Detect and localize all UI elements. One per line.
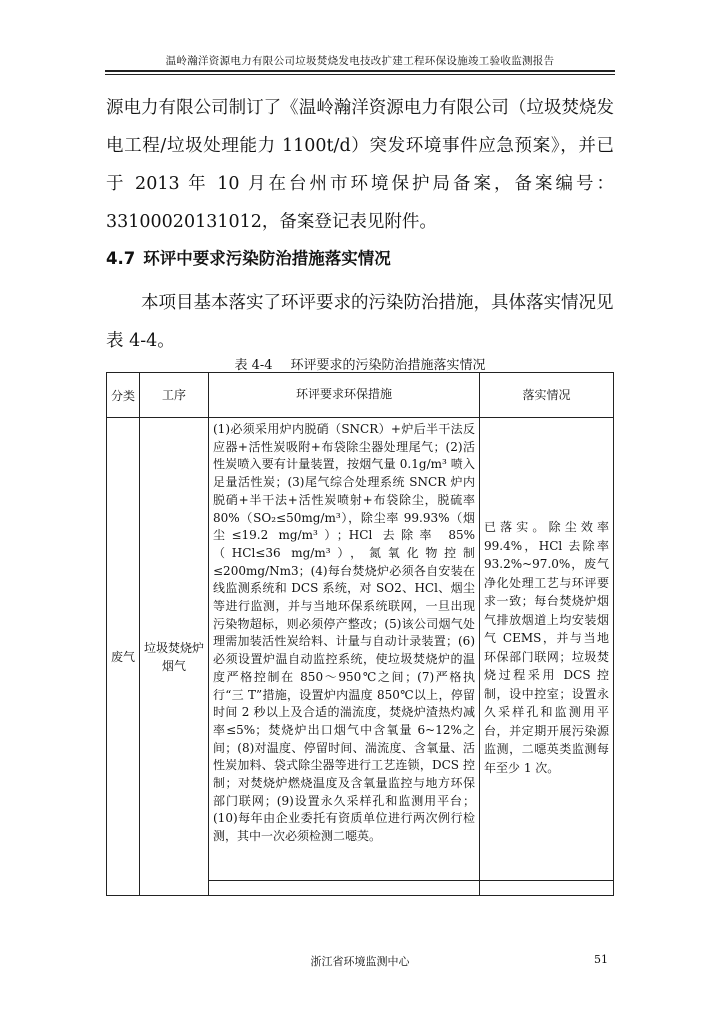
measures-table-container [106, 372, 614, 896]
table-caption-title: 环评要求的污染防治措施落实情况 [290, 358, 486, 373]
table-row [107, 418, 614, 881]
report-header: 温岭瀚洋资源电力有限公司垃圾焚烧发电技改扩建工程环保设施竣工验收监测报告 [165, 55, 555, 67]
cell-implementation-bottom [480, 881, 614, 896]
cell-category: 废气 [107, 418, 140, 896]
table-header-row [107, 373, 614, 418]
footer-organization: 浙江省环境监测中心 [310, 955, 410, 968]
section-heading [106, 245, 391, 269]
cell-requirement: (1)必须采用炉内脱硝（SNCR）+炉后半干法反应器+活性炭吸附+布袋除尘器处理尾气；(2)活性炭喷入要有计量装置，按烟气量 0.1g/m³ 喷入足量活性炭；(3)尾气综合处理系统 SNCR 炉内脱硝+半干法+活性炭喷射+布袋除尘，脱硫率 80%（SO₂≤50mg/m³），除尘率 99.93%（烟尘≤19.2 mg/m³）；HCl 去除率 85%（HCl≤36 mg/m³），氮氧化物控制≤200mg/Nm3；(4)每台焚烧炉必须各自安装在线监测系统和 DCS 系统，对 SO2、HCl、烟尘等进行监测，并与当地环保系统联网，一旦出现污染物超标，则必须停产整改；(5)该公司烟气处理需加装活性炭给料、计量与自动计录装置；(6)必须设置炉温自动监控系统，使垃圾焚烧炉的温度严格控制在 850～950℃之间；(7)严格执行“三 T”措施，设置炉内温度 850℃以上，停留时间 2 秒以上及合适的湍流度，焚烧炉渣热灼减率≤5%；焚烧炉出口烟气中含氧量 6~12%之间；(8)对温度、停留时间、湍流度、含氧量、活性炭加料、袋式除尘器等进行工艺连锁，DCS 控制；对焚烧炉燃烧温度及含氧量监控与地方环保部门联网；(9)设置永久采样孔和监测用平台；(10)每年由企业委托有资质单位进行两次例行检测，其中一次必须检测二噁英。 [209, 418, 480, 881]
table-caption [106, 354, 614, 373]
cell-process: 垃圾焚烧炉烟气 [140, 418, 209, 896]
section-title: 环评中要求污染防治措施落实情况 [143, 249, 391, 268]
paragraph-intro: 本项目基本落实了环评要求的污染防治措施，具体落实情况见表 4-4。 [106, 293, 614, 351]
header-category: 分类 [107, 373, 140, 418]
measures-table [106, 372, 614, 896]
implementation-text: 已落实。除尘效率 99.4%，HCl 去除率 93.2%~97.0%，废气净化处理工艺与环评要求一致；每台焚烧炉烟气排放烟道上均安装烟气 CEMS，并与当地环保部门联网；垃圾焚烧过程采用 DCS 控制，设中控室；设置永久采样孔和监测用平台，并定期开展污染源监测，二噁英类监测每年至少 1 次。 [484, 520, 609, 775]
cell-implementation [480, 418, 614, 881]
header-implementation: 落实情况 [480, 373, 614, 418]
table-caption-label: 表 4-4 [234, 358, 273, 373]
header-divider-thick [105, 70, 615, 72]
page-number: 51 [594, 953, 608, 966]
header-divider-thin [105, 74, 615, 75]
cell-requirement-bottom [209, 881, 480, 896]
section-number: 4.7 [106, 249, 136, 268]
header-requirement: 环评要求环保措施 [209, 373, 480, 418]
paragraph-emergency-plan: 源电力有限公司制订了《温岭瀚洋资源电力有限公司（垃圾焚烧发电工程/垃圾处理能力 1100t/d）突发环境事件应急预案》，并已于 2013 年 10 月在台州市环境保护局备案，备案编号：33100020131012，备案登记表见附件。 [106, 98, 614, 232]
header-process: 工序 [140, 373, 209, 418]
